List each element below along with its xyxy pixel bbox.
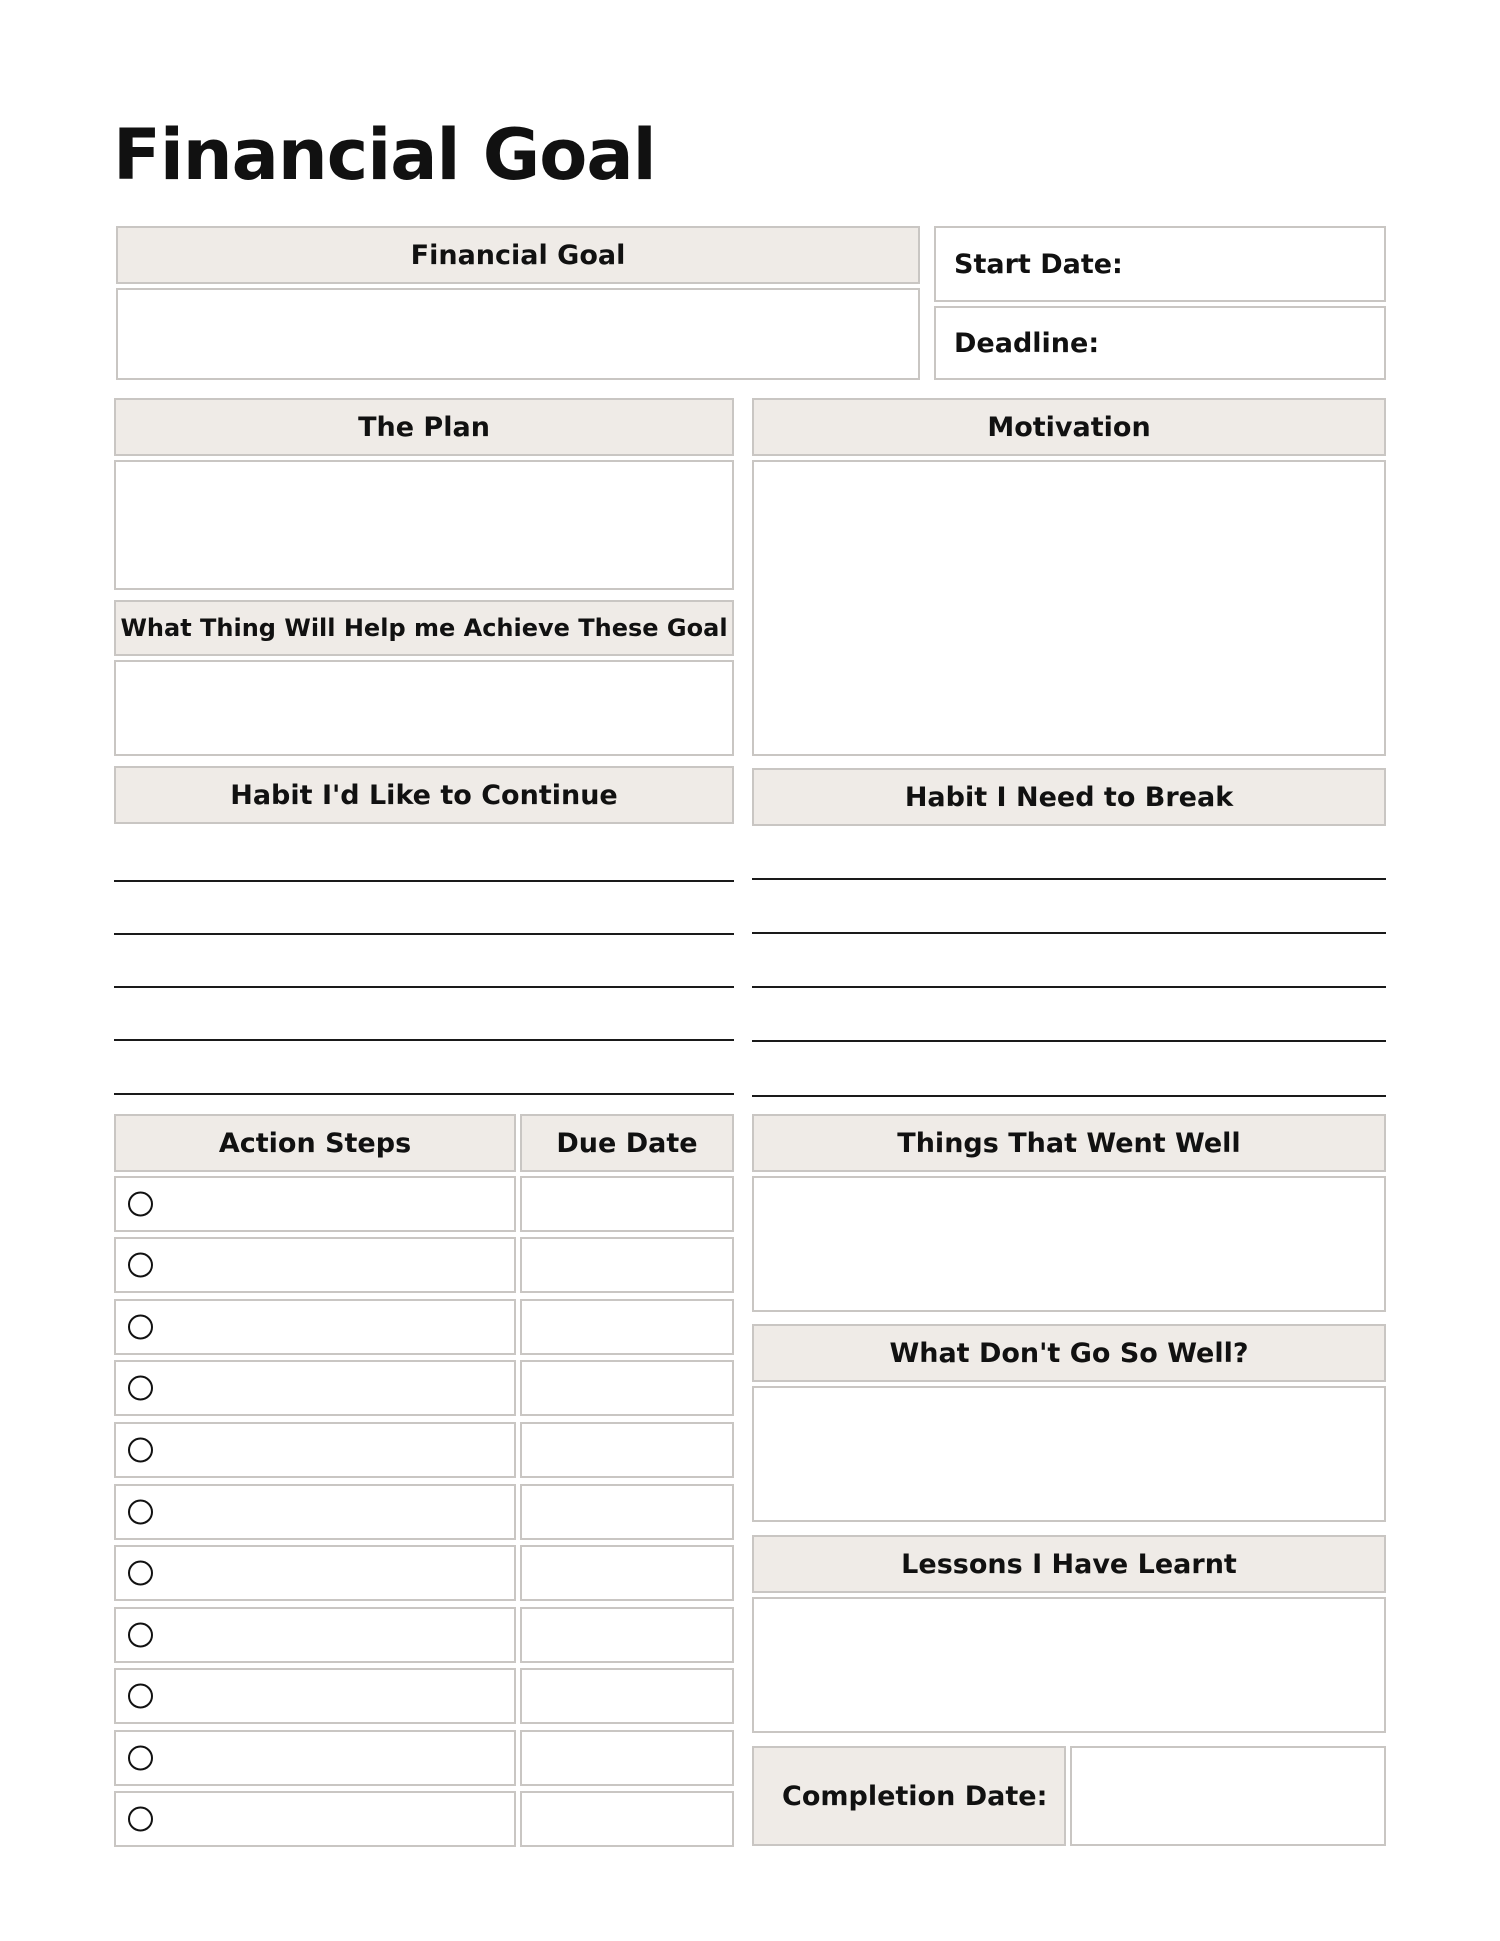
due-date-field[interactable] (520, 1484, 734, 1540)
due-date-field[interactable] (520, 1607, 734, 1663)
start-date-field[interactable] (934, 226, 1386, 302)
circle-checkbox-icon[interactable] (128, 1561, 153, 1586)
circle-checkbox-icon[interactable] (128, 1500, 153, 1525)
lessons-field[interactable] (752, 1597, 1386, 1733)
due-date-field[interactable] (520, 1730, 734, 1786)
habit-break-line[interactable] (752, 986, 1386, 988)
habit-continue-line[interactable] (114, 986, 734, 988)
due-date-header: Due Date (520, 1114, 734, 1172)
due-date-field[interactable] (520, 1545, 734, 1601)
habit-break-line[interactable] (752, 1040, 1386, 1042)
deadline-field[interactable] (934, 306, 1386, 380)
the-plan-field[interactable] (114, 460, 734, 590)
habit-continue-line[interactable] (114, 880, 734, 882)
circle-checkbox-icon[interactable] (128, 1192, 153, 1217)
circle-checkbox-icon[interactable] (128, 1684, 153, 1709)
circle-checkbox-icon[interactable] (128, 1438, 153, 1463)
habit-break-header: Habit I Need to Break (752, 768, 1386, 826)
action-step-field[interactable] (114, 1484, 516, 1540)
page-title: Financial Goal (113, 114, 656, 196)
due-date-field[interactable] (520, 1299, 734, 1355)
due-date-field[interactable] (520, 1791, 734, 1847)
due-date-field[interactable] (520, 1176, 734, 1232)
motivation-header: Motivation (752, 398, 1386, 456)
action-step-field[interactable] (114, 1360, 516, 1416)
not-well-header: What Don't Go So Well? (752, 1324, 1386, 1382)
habit-continue-line[interactable] (114, 1093, 734, 1095)
went-well-header: Things That Went Well (752, 1114, 1386, 1172)
help-achieve-field[interactable] (114, 660, 734, 756)
action-step-field[interactable] (114, 1176, 516, 1232)
due-date-field[interactable] (520, 1422, 734, 1478)
completion-date-label: Completion Date: (782, 1780, 1048, 1812)
action-step-field[interactable] (114, 1668, 516, 1724)
action-step-field[interactable] (114, 1791, 516, 1847)
financial-goal-field[interactable] (116, 288, 920, 380)
action-steps-header: Action Steps (114, 1114, 516, 1172)
action-step-field[interactable] (114, 1237, 516, 1293)
help-achieve-header: What Thing Will Help me Achieve These Goal (114, 600, 734, 656)
completion-date-field[interactable] (1070, 1746, 1386, 1846)
action-step-field[interactable] (114, 1545, 516, 1601)
circle-checkbox-icon[interactable] (128, 1376, 153, 1401)
the-plan-header: The Plan (114, 398, 734, 456)
circle-checkbox-icon[interactable] (128, 1807, 153, 1832)
financial-goal-header: Financial Goal (116, 226, 920, 284)
completion-date-label-cell (752, 1746, 1066, 1846)
deadline-label: Deadline: (954, 327, 1100, 359)
not-well-field[interactable] (752, 1386, 1386, 1522)
action-step-field[interactable] (114, 1730, 516, 1786)
motivation-field[interactable] (752, 460, 1386, 756)
due-date-field[interactable] (520, 1360, 734, 1416)
habit-continue-line[interactable] (114, 933, 734, 935)
went-well-field[interactable] (752, 1176, 1386, 1312)
due-date-field[interactable] (520, 1237, 734, 1293)
action-step-field[interactable] (114, 1299, 516, 1355)
action-step-field[interactable] (114, 1422, 516, 1478)
habit-continue-header: Habit I'd Like to Continue (114, 766, 734, 824)
lessons-header: Lessons I Have Learnt (752, 1535, 1386, 1593)
circle-checkbox-icon[interactable] (128, 1746, 153, 1771)
circle-checkbox-icon[interactable] (128, 1253, 153, 1278)
start-date-label: Start Date: (954, 248, 1123, 280)
action-step-field[interactable] (114, 1607, 516, 1663)
due-date-field[interactable] (520, 1668, 734, 1724)
habit-break-line[interactable] (752, 878, 1386, 880)
habit-continue-line[interactable] (114, 1039, 734, 1041)
circle-checkbox-icon[interactable] (128, 1315, 153, 1340)
habit-break-line[interactable] (752, 1095, 1386, 1097)
habit-break-line[interactable] (752, 932, 1386, 934)
circle-checkbox-icon[interactable] (128, 1623, 153, 1648)
